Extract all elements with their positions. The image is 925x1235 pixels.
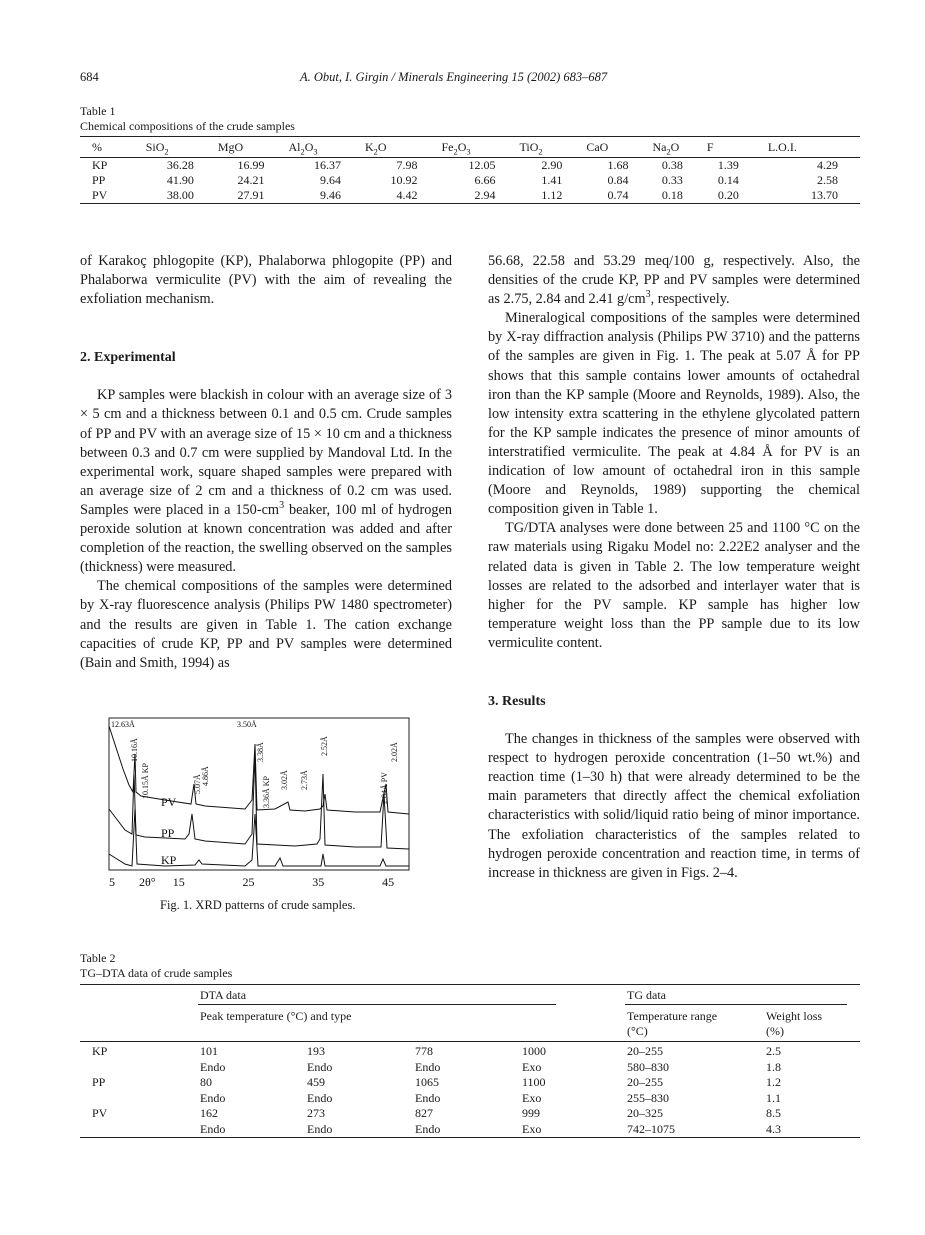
table1-cell: 4.42 [365,188,442,204]
weight-loss-heading: Weight loss [766,1009,823,1023]
table2-cell: 101 [200,1044,218,1058]
table1-cell: 1.12 [519,188,586,204]
table2-cell: 20–255 [627,1044,663,1058]
table1-cell: 2.58 [817,173,838,187]
table1-cell: 0.33 [661,173,683,187]
figure1-caption: Fig. 1. XRD patterns of crude samples. [160,898,356,912]
peak-label: 10.16Å [130,738,139,762]
table1-cell: 9.46 [289,188,366,204]
trace-labels [161,795,177,867]
table1-label: Table 1 [80,104,116,118]
table1-row-label: PV [80,188,146,204]
x-tick-label: 45 [382,875,395,889]
section3-heading: 3. Results [488,693,546,709]
table2-cell: 162 [200,1106,218,1120]
experimental-paragraph-2: The chemical compositions of the samples were determined by X-ray fluorescence analysis (Philips PW 1480 spectrometer) and the results are given in Table 1. The cation exchange capacities of crude KP, PP and PV samples were determined (Bain and Smith, 1994) as [80,578,452,671]
table1-row-label: PP [92,173,106,187]
table1-cell: 0.84 [607,173,629,187]
table2-cell: 742–1075 [627,1121,675,1136]
table2-body [80,1042,860,1137]
table1-cell: 38.00 [146,188,218,204]
experimental-paragraph-1: KP samples were blackish in colour with an average size of 3 × 5 cm and a thickness between 0.1 and 0.5 cm. Crude samples of PP and PV with an average size of 15 × 10 cm and a thickness between 0.3 and 0.7 cm were supplied by Mandoval Ltd. In the experimental work, square shaped samples were prepared with an average size of 2 cm and a thickness of 0.2 cm was used. Samples were placed in a $150-cm^3$ beaker, 100 ml of hydrogen peroxide solution at known concentration was added and after completion of the reaction, the swelling observed on the samples (thickness) were measured. [80,387,452,576]
trace-pp [109,754,409,849]
table2-cell: 20–255 [627,1075,663,1089]
table2-row [80,1122,860,1138]
trace-label: KP [161,853,177,867]
table2-cell: 778 [415,1044,433,1058]
table2-cell: Endo [200,1121,226,1136]
peak-label: 2.73Å [300,770,309,790]
table2-cell: 1.1 [766,1090,781,1105]
table2-row [80,1075,860,1091]
table2-row [80,1106,860,1122]
table2-row [80,1091,860,1107]
peak-label: 3.02Å [280,770,289,790]
x-axis-label: 2θ° [139,875,156,889]
table2-row [80,1042,860,1060]
table1-row [80,188,860,204]
trace-pv [109,726,409,814]
table1-cell: 1.39 [717,158,739,172]
table1-cell: 16.99 [237,158,265,172]
table1-corner: % [80,137,146,158]
peak-label: 2.02Å [390,742,399,762]
table2-cell: KP [92,1044,108,1058]
table1 [80,136,860,204]
col-f: F [707,137,763,158]
table2-cell: 459 [307,1075,325,1089]
results-paragraph: The changes in thickness of the samples were observed with respect to hydrogen peroxide concentration (1–50 wt.%) and reaction time (1–30 h) that were already determined to be the main parameters that directly affect the chemical exfoliation characteristics with solid/liquid ratio being of minor importance. The exfoliation characteristics of the samples related to hydrogen peroxide concentration and reaction time, in terms of increase in thickness are given in Figs. 2–4. [488,731,860,881]
trace-label: PP [161,826,175,840]
table1-cell: 36.28 [166,158,194,172]
x-tick-label: 5 [109,875,115,889]
table2-cell: 20–325 [627,1106,663,1120]
temp-range-heading: Temperature range [627,1009,718,1023]
table1-cell: 41.90 [166,173,194,187]
table1-cell: 1.41 [541,173,563,187]
cec-density-paragraph: 56.68, 22.58 and 53.29 meq/100 g, respectively. Also, the densities of the crude KP, PP and PV samples were determined as 2.75, 2.84 and 2.41 $g/cm^3$, respectively. [488,253,860,308]
table1-cell: 0.18 [652,188,706,204]
table2-cell: Exo [522,1121,542,1136]
table2-cell: 1065 [415,1075,439,1089]
right-column [488,252,860,883]
peak-label: 3.36Å KP [262,775,271,808]
peak-temperature-heading: Peak temperature (°C) and type [200,1009,352,1023]
peak-label: 5.07Å [193,774,202,794]
col-k2o: $K_2O$ [365,137,442,158]
col-mgo: MgO [218,137,289,158]
table2-label: Table 2 [80,951,116,965]
table1-cell: 0.20 [707,188,763,204]
table2-cell: 580–830 [627,1059,669,1074]
table2-cell [80,1122,200,1138]
table2-cell: Endo [415,1121,441,1136]
table1-cell: 2.94 [442,188,520,204]
intro-paragraph: of Karakoç phlogopite (KP), Phalaborwa phlogopite (PP) and Phalaborwa vermiculite (PV) with the aim of revealing the exfoliation mechanism. [80,253,452,308]
dta-heading: DTA data [200,988,247,1002]
table1-cell: 2.90 [541,158,563,172]
table2-cell: 255–830 [627,1090,669,1105]
left-column [80,252,452,673]
col-fe2o3: $Fe_2O_3$ [442,137,520,158]
table1-cell: 4.29 [817,158,838,172]
table1-cell: 1.68 [607,158,629,172]
x-tick-label: 25 [242,875,255,889]
table2-cell: Endo [307,1090,333,1105]
table2-cell: Exo [522,1090,542,1105]
peak-label: 4.86Å [201,766,210,786]
page-number: 684 [80,70,99,84]
table1-cell: 24.21 [237,173,265,187]
col-tio2: TiO$_2$ [519,137,586,158]
table2-cell: 273 [307,1106,325,1120]
peak-label: 2.04Å PV [380,771,389,804]
table2-cell: 80 [200,1075,212,1089]
table1-row-label: KP [92,158,108,172]
table1-cell: 0.74 [586,188,652,204]
table1-cell: 16.37 [314,158,341,172]
table1-cell: 0.14 [717,173,739,187]
table2-cell: Endo [307,1121,333,1136]
table2-caption: TG–DTA data of crude samples [80,966,233,980]
running-title: A. Obut, I. Girgin / Minerals Engineering 15 (2002) 683–687 [300,70,608,84]
table2-cell [80,1060,200,1076]
table1-cell: 0.38 [661,158,683,172]
table2-cell: 827 [415,1106,433,1120]
x-tick-label: 15 [172,875,185,889]
table2-cell: 1000 [522,1044,546,1058]
peak-label: 12.63Å [111,720,135,729]
table2-cell: 1100 [522,1075,546,1089]
figure1-xrd-chart [105,714,425,894]
weight-loss-unit: (%) [766,1024,784,1038]
table2-cell: 999 [522,1106,540,1120]
table1-row [80,158,860,174]
table2-cell: 8.5 [766,1106,781,1120]
table1-cell: 12.05 [468,158,496,172]
table2 [80,984,860,1138]
table2-cell: Endo [415,1059,441,1074]
table2-cell: 193 [307,1044,325,1058]
peak-label: 3.50Å [237,720,257,729]
table1-cell: 7.98 [396,158,418,172]
table1-header-row [80,137,860,158]
col-cao: CaO [586,137,652,158]
table2-cell: Endo [307,1059,333,1074]
table1-cell: 6.66 [474,173,496,187]
col-loi: L.O.I. [763,137,860,158]
tg-dta-paragraph: TG/DTA analyses were done between 25 and 1100 °C on the raw materials using Rigaku Model no: 2.22E2 analyser and the related data is given in Table 2. The low temperature weight losses are related to the adsorbed and interlayer water that is higher for the PV sample. KP sample has higher low temperature weight loss than the PP sample due to its low vermiculite content. [488,520,860,651]
col-al2o3: $Al_2O_3$ [289,137,366,158]
table2-cell: 2.5 [766,1044,781,1058]
table2-cell: Endo [415,1090,441,1105]
table1-caption: Chemical compositions of the crude samples [80,119,295,133]
trace-label: PV [161,795,177,809]
x-tick-label: 35 [312,875,325,889]
table2-cell [80,1091,200,1107]
peak-label: 10.15Å KP [141,762,150,799]
tg-heading: TG data [627,988,666,1002]
col-na2o: $Na_2O$ [652,137,706,158]
table1-cell: 9.64 [320,173,341,187]
table2-cell: Endo [200,1059,226,1074]
table2-cell: PP [92,1075,106,1089]
table2-cell: Endo [200,1090,226,1105]
table2-cell: PV [92,1106,108,1120]
section2-heading: 2. Experimental [80,350,176,366]
table2-cell: 1.2 [766,1075,781,1089]
table2-cell: Exo [522,1059,542,1074]
table1-row [80,173,860,188]
peak-label: 3.38Å [256,742,265,762]
mineralogical-paragraph: Mineralogical compositions of the samples were determined by X-ray diffraction analysis (Philips PW 3710) and the patterns of the samples are given in Fig. 1. The peak at 5.07 Å for PP shows that this sample contains lower amounts of octahedral iron than the KP sample (Moore and Reynolds, 1989). Also, the low intensity extra scattering in the ethylene glycolated pattern for the KP sample indicates the presence of minor amounts of interstratified vermiculite. The peak at 4.84 Å for PV is an indication of low amount of octahedral iron in this sample (Moore and Reynolds, 1989) supporting the chemical composition given in Table 1. [488,310,860,518]
table2-cell: 4.3 [766,1121,781,1136]
peak-label: 2.52Å [320,736,329,756]
table1-cell: 27.91 [218,188,289,204]
table1-cell: 10.92 [390,173,418,187]
temp-range-unit: (°C) [627,1024,648,1038]
table2-cell: 1.8 [766,1059,781,1074]
table1-cell: 13.70 [763,188,860,204]
table2-row [80,1060,860,1076]
col-sio2: SiO$_2$ [146,137,218,158]
